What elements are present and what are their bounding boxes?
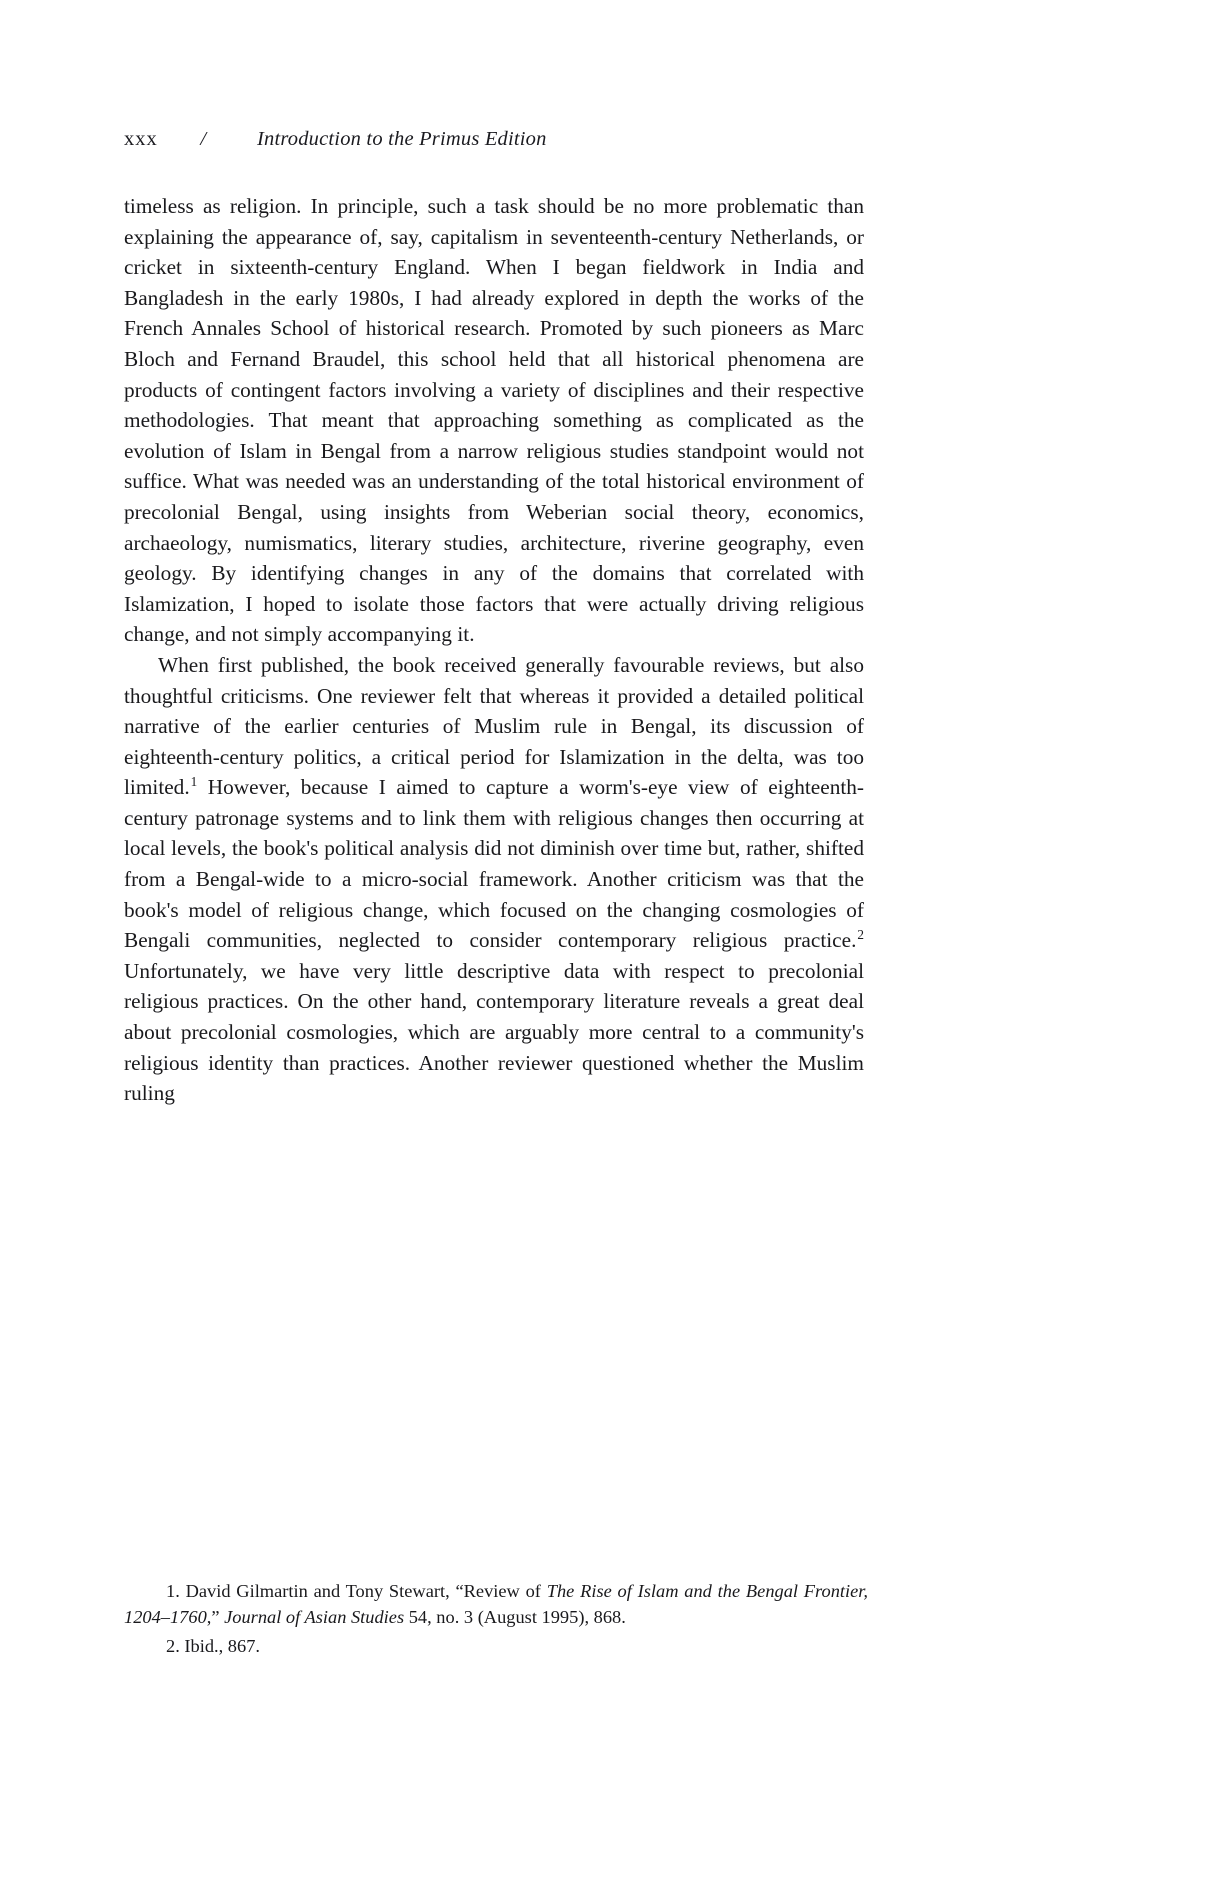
footnote-1-number: 1.	[166, 1581, 180, 1601]
footnote-2-text: Ibid., 867.	[179, 1635, 260, 1656]
footnote-block	[124, 1578, 868, 1659]
page-content	[124, 128, 864, 1109]
footnote-2	[124, 1633, 868, 1659]
footnote-1	[124, 1578, 868, 1631]
footnote-1-post-title: ,”	[206, 1607, 225, 1628]
paragraph-2-segment-2: However, because I aimed to capture a worm's-eye view of eighteenth-century patronage systems and to link them with religious changes then occurring at local levels, the book's political analysis did not diminish over time but, rather, shifted from a Bengal-wide to a micro-social framework. Another criticism was that the book's model of religious change, which focused on the changing cosmologies of Bengali communities, neglected to consider contemporary religious practice.	[124, 775, 864, 953]
running-head-separator: /	[200, 128, 207, 150]
body-paragraph-1: timeless as religion. In principle, such a task should be no more problematic than explaining the appearance of, say, capitalism in seventeenth-century Netherlands, or cricket in sixteenth-century England. When I began fieldwork in India and Bangladesh in the early 1980s, I had already explored in depth the works of the French Annales School of historical research. Promoted by such pioneers as Marc Bloch and Fernand Braudel, this school held that all historical phenomena are products of contingent factors involving a variety of disciplines and their respective methodologies. That meant that approaching something as complicated as the evolution of Islam in Bengal from a narrow religious studies standpoint would not suffice. What was needed was an understanding of the total historical environment of precolonial Bengal, using insights from Weberian social theory, economics, archaeology, numismatics, literary studies, architecture, riverine geography, even geology. By identifying changes in any of the domains that correlated with Islamization, I hoped to isolate those factors that were actually driving religious change, and not simply accompanying it.	[124, 194, 864, 647]
footnote-1-book-title: The Rise of Islam and the Bengal Frontier, 1204–1760	[124, 1581, 868, 1628]
footnote-2-number: 2.	[166, 1635, 180, 1656]
paragraph-2-segment-3: Unfortunately, we have very little descriptive data with respect to precolonial religious practices. On the other hand, contemporary literature reveals a great deal about precolonial cosmologies, which are arguably more central to a community's religious identity than practices. Another reviewer questioned whether the Muslim ruling	[124, 958, 864, 1106]
footnote-reference-2[interactable]: 2	[857, 927, 864, 943]
footnote-1-citation-tail: 54, no. 3 (August 1995), 868.	[404, 1607, 626, 1628]
footnote-1-journal-title: Journal of Asian Studies	[224, 1607, 405, 1628]
running-head	[124, 128, 864, 151]
page-folio-number: xxx	[124, 128, 158, 150]
paragraph-2-segment-1: When first published, the book received generally favourable reviews, but also thoughtful criticisms. One reviewer felt that whereas it provided a detailed political narrative of the earlier centuries of Muslim rule in Bengal, its discussion of eighteenth-century politics, a critical period for Islamization in the delta, was too limited.	[124, 652, 864, 800]
running-head-title: Introduction to the Primus Edition	[256, 128, 547, 150]
footnote-1-authors: David Gilmartin and Tony Stewart, “Review of	[179, 1581, 547, 1601]
body-paragraph-2	[124, 650, 864, 1109]
footnote-reference-1[interactable]: 1	[190, 774, 198, 790]
